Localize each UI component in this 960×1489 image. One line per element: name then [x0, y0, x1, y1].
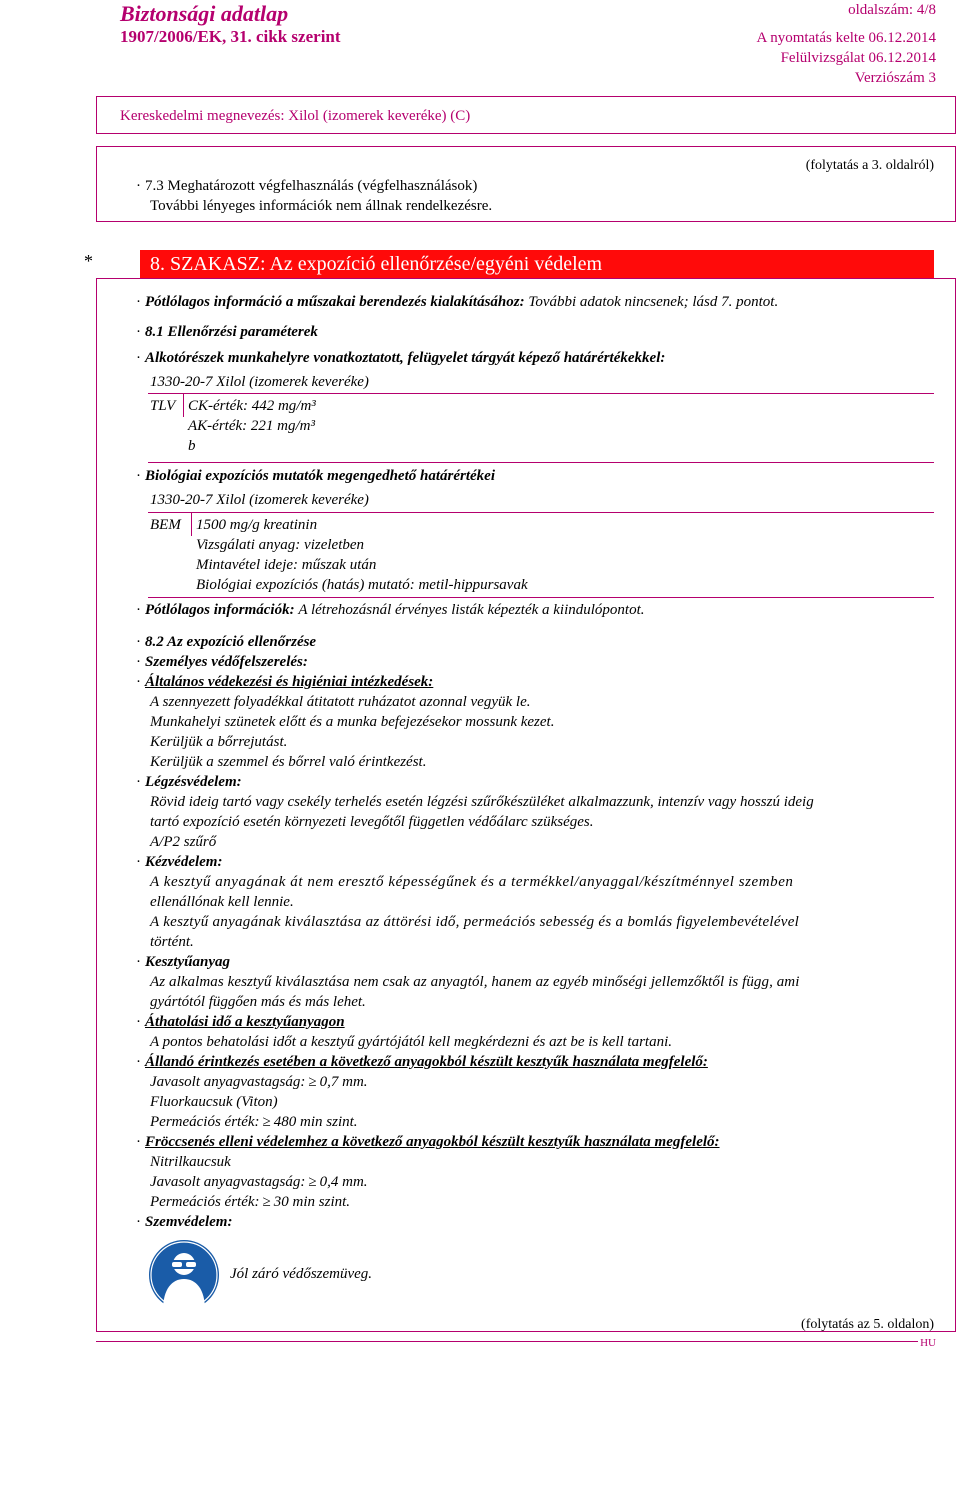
ppe-row: · Személyes védőfelszerelés:	[136, 654, 308, 670]
bem-line: Biológiai expozíciós (hatás) mutató: metil-hippursavak	[196, 577, 528, 593]
trade-name: Kereskedelmi megnevezés: Xilol (izomerek keveréke) (C)	[120, 108, 471, 124]
glove-material-label: Kesztyűanyag	[145, 954, 231, 970]
tlv-divider	[183, 393, 184, 417]
eye-protection-row: · Szemvédelem:	[136, 1214, 233, 1230]
splash-thickness-label: Javasolt anyagvastagság:	[150, 1174, 306, 1190]
respiratory-row: · Légzésvédelem:	[136, 774, 242, 790]
bem-line: 1500 mg/g kreatinin	[196, 517, 318, 533]
permanent-thickness-label: Javasolt anyagvastagság:	[150, 1074, 306, 1090]
continued-to-note: (folytatás az 5. oldalon)	[801, 1317, 934, 1332]
hygiene-row: · Általános védekezési és higiéniai intézkedések:	[136, 674, 434, 690]
additional-info-value: A létrehozásnál érvényes listák képezték a kiindulópontot.	[298, 602, 645, 618]
ppe-label: Személyes védőfelszerelés:	[145, 654, 308, 670]
bio-label-row: · Biológiai expozíciós mutatók megengedhető határértékei	[136, 468, 495, 484]
tlv-ck-value: CK-érték: 442 mg/m³	[188, 398, 316, 414]
eye-protection-icon	[148, 1239, 220, 1311]
respiratory-label: Légzésvédelem:	[145, 774, 242, 790]
bem-box-top	[148, 512, 934, 513]
hand-line: történt.	[150, 934, 194, 950]
bem-label: BEM	[150, 517, 181, 533]
splash-thickness-value: 0,4 mm.	[319, 1174, 368, 1190]
section-8-1-title: 8.1 Ellenőrzési paraméterek	[145, 324, 318, 340]
bem-line: Mintavétel ideje: műszak után	[196, 557, 377, 573]
glove-material-line: Az alkalmas kesztyű kiválasztása nem csak az anyagtól, hanem az egyéb minőségi jellemzőktől is függ, ami	[150, 974, 800, 990]
tech-info-row: · Pótlólagos információ a műszakai berendezés kialakításához: További adatok nincsenek; lásd 7. pontot.	[136, 294, 779, 310]
hand-label: Kézvédelem:	[145, 854, 223, 870]
permanent-thickness-value: 0,7 mm.	[319, 1074, 368, 1090]
bem-divider	[191, 512, 192, 536]
country-code: HU	[920, 1337, 936, 1349]
permanent-thickness-row	[150, 1072, 368, 1092]
splash-permeation-label: Permeációs érték:	[150, 1194, 260, 1210]
splash-label: Fröccsenés elleni védelemhez a következő anyagokból készült kesztyűk használata megfelelő:	[145, 1134, 720, 1150]
hand-line: A kesztyű anyagának át nem eresztő képességűnek és a termékkel/anyaggal/készítménnyel szemben	[150, 874, 794, 890]
additional-info-row: · Pótlólagos információk: A létrehozásnál érvényes listák képezték a kiindulópontot.	[136, 602, 645, 618]
revision-date: Felülvizsgálat 06.12.2014	[780, 50, 936, 66]
tlv-ak-value: AK-érték: 221 mg/m³	[188, 418, 315, 434]
permanent-contact-label: Állandó érintkezés esetében a következő anyagokból készült kesztyűk használata megfelelő:	[145, 1054, 708, 1070]
section-7-3-text: További lényeges információk nem állnak rendelkezésre.	[150, 198, 493, 214]
permanent-permeation-row	[150, 1112, 358, 1132]
page-number: oldalszám: 4/8	[848, 2, 936, 18]
permanent-contact-row: · Állandó érintkezés esetében a következő anyagokból készült kesztyűk használata megfelelő:	[136, 1054, 708, 1070]
greater-equal-icon: ≥	[262, 1114, 271, 1130]
splash-row: · Fröccsenés elleni védelemhez a következő anyagokból készült kesztyűk használata megfelelő:	[136, 1134, 720, 1150]
document-title: Biztonsági adatlap	[120, 1, 289, 26]
hygiene-line: A szennyezett folyadékkal átitatott ruházatot azonnal vegyük le.	[150, 694, 531, 710]
bem-line: Vizsgálati anyag: vizeletben	[196, 537, 365, 553]
section-8-2-title: 8.2 Az expozíció ellenőrzése	[145, 634, 317, 650]
greater-equal-icon: ≥	[308, 1174, 317, 1190]
hand-row: · Kézvédelem:	[136, 854, 223, 870]
hygiene-line: Munkahelyi szünetek előtt és a munka befejezésekor mossunk kezet.	[150, 714, 555, 730]
splash-material: Nitrilkaucsuk	[150, 1154, 231, 1170]
section-7-3-heading-row: · 7.3 Meghatározott végfelhasználás (végfelhasználások)	[136, 178, 478, 194]
tech-info-value: További adatok nincsenek; lásd 7. pontot.	[528, 294, 779, 310]
print-date: A nyomtatás kelte 06.12.2014	[756, 30, 936, 46]
additional-info-label: Pótlólagos információk:	[145, 602, 295, 618]
splash-thickness-row	[150, 1172, 368, 1192]
components-label: Alkotórészek munkahelyre vonatkoztatott, felügyelet tárgyát képező határértékekkel:	[145, 350, 666, 366]
greater-equal-icon: ≥	[262, 1194, 271, 1210]
changed-marker: *	[84, 251, 93, 271]
permanent-material: Fluorkaucsuk (Viton)	[150, 1094, 278, 1110]
hygiene-line: Kerüljük a bőrrejutást.	[150, 734, 288, 750]
greater-equal-icon: ≥	[308, 1074, 317, 1090]
footer-line	[96, 1341, 934, 1342]
hygiene-line: Kerüljük a szemmel és bőrrel való érintkezést.	[150, 754, 427, 770]
tlv-box-bottom	[148, 462, 934, 463]
splash-permeation-row	[150, 1192, 350, 1212]
bio-substance: 1330-20-7 Xilol (izomerek keveréke)	[150, 492, 369, 508]
glove-material-line: gyártótól függően más és más lehet.	[150, 994, 366, 1010]
section-7-3-heading: 7.3 Meghatározott végfelhasználás (végfelhasználások)	[145, 178, 478, 194]
hand-line: A kesztyű anyagának kiválasztása az áttörési idő, permeációs sebesség és a bomlás figyelembevételével	[150, 914, 800, 930]
tlv-b-note: b	[188, 438, 196, 454]
regulation-reference: 1907/2006/EK, 31. cikk szerint	[120, 27, 341, 46]
permanent-permeation-label: Permeációs érték:	[150, 1114, 260, 1130]
tech-info-label: Pótlólagos információ a műszakai berendezés kialakításához:	[145, 294, 525, 310]
respiratory-line: tartó expozíció esetén környezeti levegőtől független védőálarc szükséges.	[150, 814, 594, 830]
splash-permeation-value: 30 min szint.	[273, 1194, 351, 1210]
continued-from-note: (folytatás a 3. oldalról)	[805, 158, 934, 173]
glove-material-row: · Kesztyűanyag	[136, 954, 231, 970]
permanent-permeation-value: 480 min szint.	[273, 1114, 358, 1130]
section-8-1-row: · 8.1 Ellenőrzési paraméterek	[136, 324, 318, 340]
respiratory-filter: A/P2 szűrő	[150, 834, 217, 850]
hygiene-label: Általános védekezési és higiéniai intézkedések:	[145, 674, 434, 690]
breakthrough-text: A pontos behatolási időt a kesztyű gyártójától kell megkérdezni és azt be is kell tartani.	[150, 1034, 673, 1050]
breakthrough-label: Áthatolási idő a kesztyűanyagon	[145, 1014, 345, 1030]
bio-label: Biológiai expozíciós mutatók megengedhető határértékei	[145, 468, 495, 484]
tlv-box-top	[148, 393, 934, 394]
tlv-label: TLV	[150, 398, 176, 414]
respiratory-line: Rövid ideig tartó vagy csekély terhelés esetén légzési szűrőkészüléket alkalmazzunk, intenzív vagy hosszú ideig	[150, 794, 814, 810]
bem-box-bottom	[148, 597, 934, 598]
eye-protection-text: Jól záró védőszemüveg.	[230, 1266, 373, 1282]
limit-substance: 1330-20-7 Xilol (izomerek keveréke)	[150, 374, 369, 390]
section-8-heading: 8. SZAKASZ: Az expozíció ellenőrzése/egyéni védelem	[150, 253, 603, 275]
components-label-row: · Alkotórészek munkahelyre vonatkoztatott, felügyelet tárgyát képező határértékekkel:	[136, 350, 666, 366]
eye-protection-label: Szemvédelem:	[145, 1214, 233, 1230]
version-number: Verziószám 3	[854, 70, 936, 86]
section-8-2-row: · 8.2 Az expozíció ellenőrzése	[136, 634, 317, 650]
hand-line: ellenállónak kell lennie.	[150, 894, 294, 910]
breakthrough-row: · Áthatolási idő a kesztyűanyagon	[136, 1014, 345, 1030]
